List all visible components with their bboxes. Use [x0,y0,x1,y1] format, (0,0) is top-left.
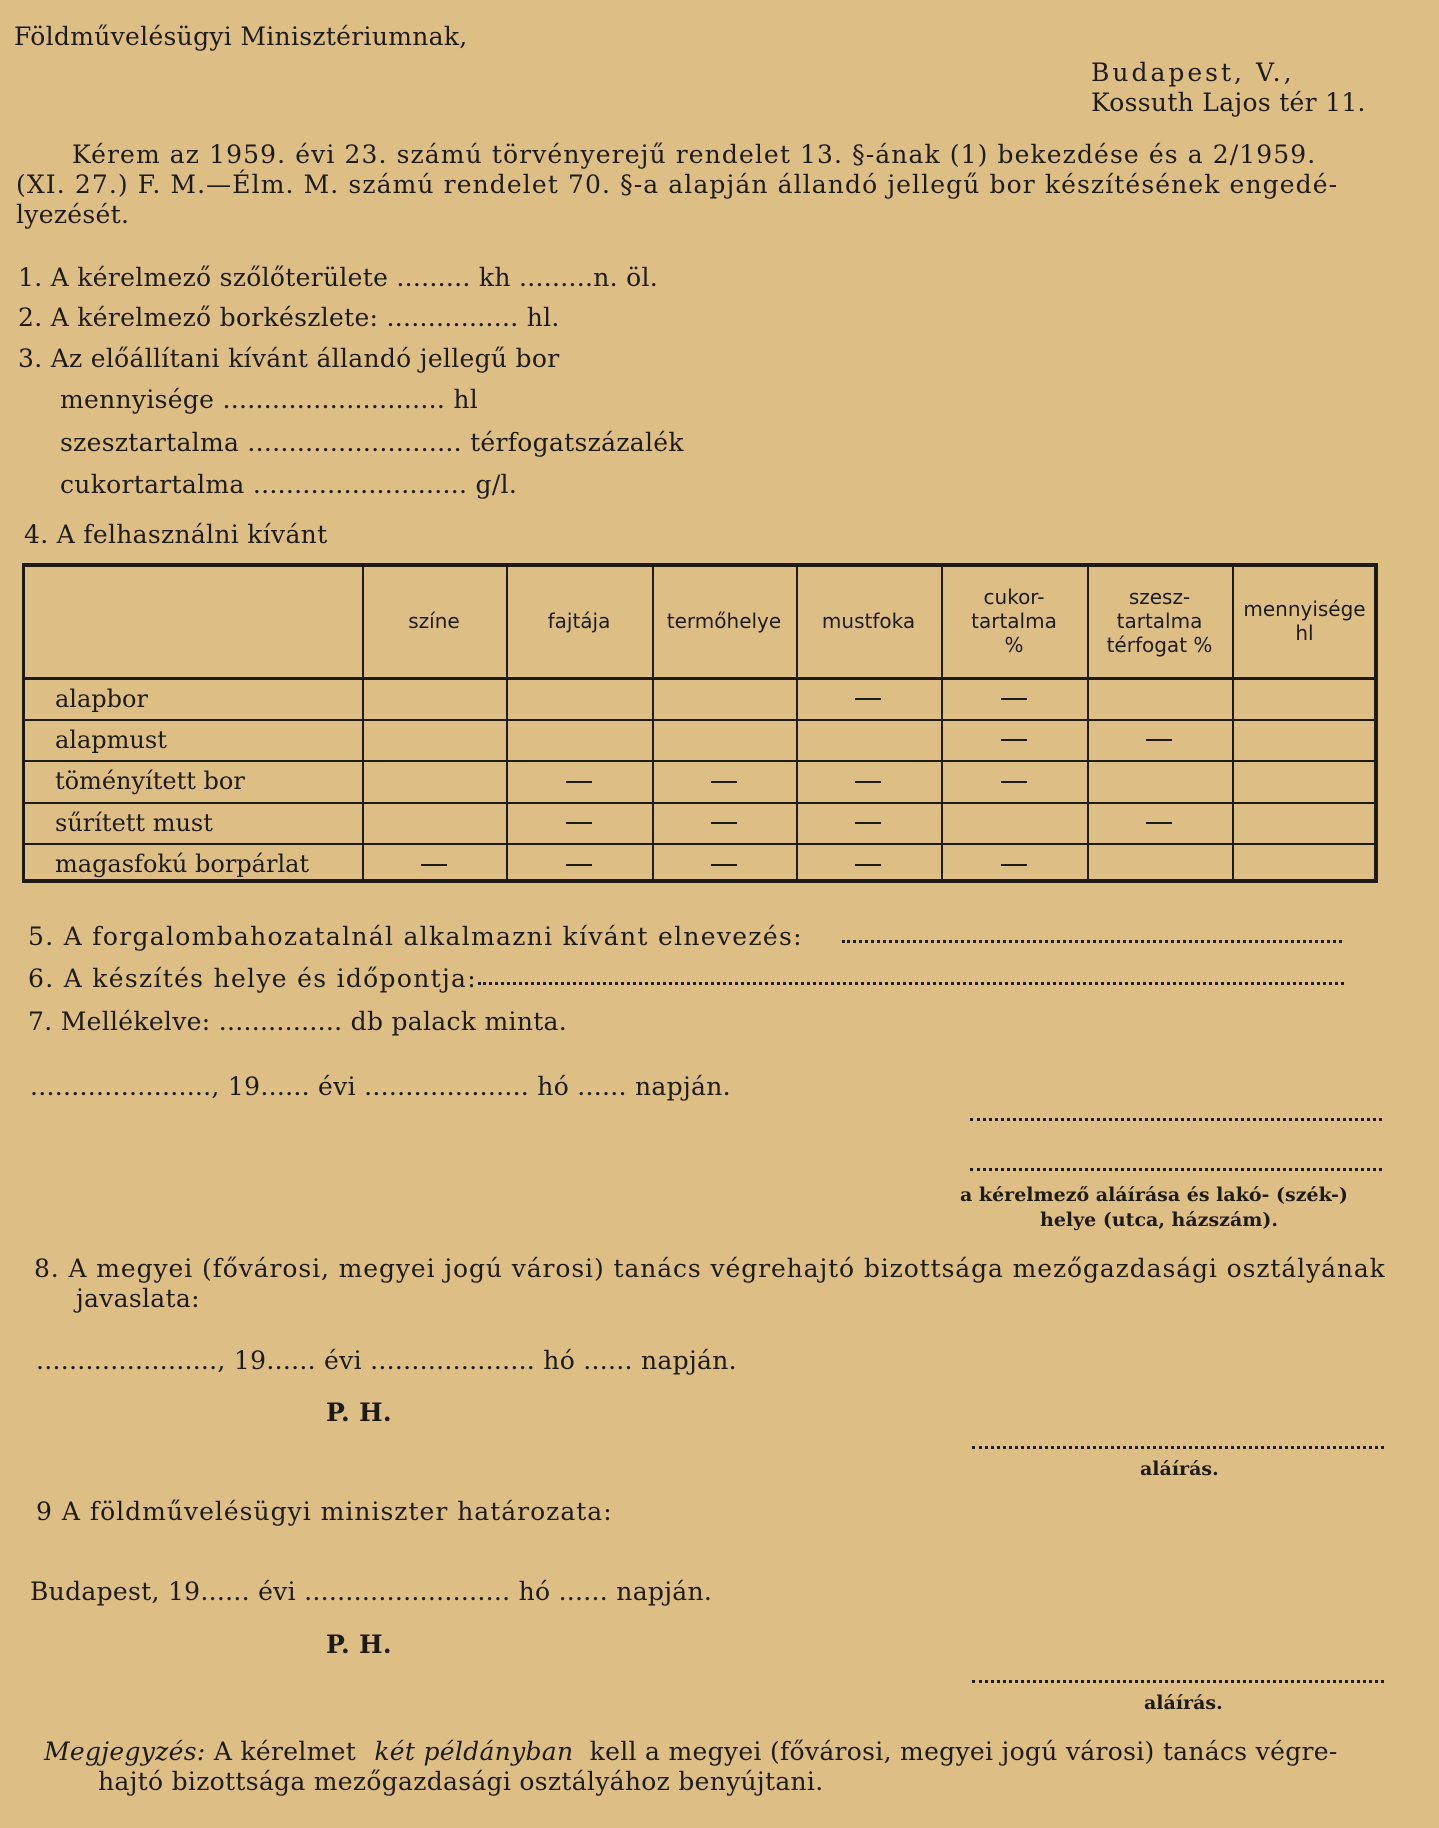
note-line2: hajtó bizottsága mezőgazdasági osztályához benyújtani. [98,1767,824,1796]
item-8: 8. A megyei (fővárosi, megyei jogú városi) tanács végrehajtó bizottsága mezőgazdasági osztályának [34,1254,1386,1283]
cell-dash [711,781,737,783]
item-8-stamp: P. H. [326,1398,392,1427]
row-label-alapbor: alapbor [55,685,148,713]
header-mennyisege: mennyisége hl [1243,597,1366,645]
intro-line3: lyezését. [16,200,130,229]
item-3: 3. Az előállítani kívánt állandó jellegű bor [18,344,560,373]
address-line [970,1168,1382,1171]
item-8-line2: javaslata: [76,1284,200,1313]
header-szesztartalma: szesz- tartalma térfogat % [1106,585,1213,657]
item-7: 7. Mellékelve: ............... db palack minta. [28,1007,568,1036]
row-label-alapmust: alapmust [55,726,167,754]
note-text-1: A kérelmet [213,1737,357,1766]
item-3-alcohol: szesztartalma .......................... térfogatszázalék [60,428,684,457]
cell-dash [855,864,881,866]
cell-dash [1001,698,1027,700]
intro-line1: Kérem az 1959. évi 23. számú törvényerejű rendelet 13. §-ának (1) bekezdése és a 2/1959. [72,140,1317,169]
item-5: 5. A forgalombahozatalnál alkalmazni kívánt elnevezés: [28,922,803,951]
cell-dash [566,822,592,824]
cell-dash [1001,864,1027,866]
item-8-date-line: ......................, 19...... évi .................... hó ...... napján. [36,1346,737,1375]
header-cukortartalma: cukor- tartalma % [971,585,1057,657]
applicant-signature-caption-1: a kérelmező aláírása és lakó- (szék-) [960,1184,1348,1206]
item-5-blank [842,940,1342,943]
note-label: Megjegyzés: [44,1737,206,1766]
note-emphasis: két példányban [374,1737,574,1766]
item-9: 9 A földművelésügyi miniszter határozata: [36,1497,613,1526]
cell-dash [711,822,737,824]
applicant-signature-caption-2: helye (utca, házszám). [1040,1209,1278,1231]
row-label-suritett-must: sűrített must [55,809,213,837]
cell-dash [855,822,881,824]
item-6-blank [478,982,1344,985]
wine-table [22,563,1378,883]
cell-dash [566,864,592,866]
header-termohelye: termőhelye [666,609,782,633]
address-line1: Budapest, V., [1091,58,1295,87]
item-2: 2. A kérelmező borkészlete: ................ hl. [18,303,560,332]
row-label-magasfoku-borparlat: magasfokú borpárlat [55,850,310,878]
cell-dash [566,781,592,783]
address-line2: Kossuth Lajos tér 11. [1091,88,1366,117]
cell-dash [855,698,881,700]
note-text-3: kell a megyei (fővárosi, megyei jogú városi) tanács végre- [589,1737,1338,1766]
cell-dash [711,864,737,866]
item-9-signature-caption: aláírás. [1144,1692,1223,1714]
cell-dash [855,781,881,783]
item-8-signature-caption: aláírás. [1140,1458,1219,1480]
item-6: 6. A készítés helye és időpontja: [28,964,477,993]
header-szine: színe [408,609,460,633]
note-line1 [44,1737,1338,1766]
item-4: 4. A felhasználni kívánt [24,520,328,549]
item-3-sugar: cukortartalma .......................... g/l. [60,470,518,499]
item-8-signature-line [972,1446,1384,1449]
cell-dash [1001,781,1027,783]
cell-dash [1001,739,1027,741]
signature-line [970,1118,1382,1121]
item-9-stamp: P. H. [326,1630,392,1659]
row-label-tomenyitett-bor: töményített bor [55,767,245,795]
item-9-date-line: Budapest, 19...... évi ......................... hó ...... napján. [30,1577,713,1606]
item-9-signature-line [972,1680,1384,1683]
item-3-quantity: mennyisége ........................... hl [60,385,479,414]
cell-dash [1146,739,1172,741]
item-1: 1. A kérelmező szőlőterülete ......... kh .........n. öl. [18,263,658,292]
header-fajtaja: fajtája [547,609,611,633]
intro-line2: (XI. 27.) F. M.—Élm. M. számú rendelet 70. §-a alapján állandó jellegű bor készítésének engedé- [16,170,1339,199]
header-mustfoka: mustfoka [821,609,916,633]
applicant-date-line: ......................, 19...... évi .................... hó ...... napján. [30,1072,731,1101]
cell-dash [1146,822,1172,824]
cell-dash [421,864,447,866]
addressee: Földművelésügyi Minisztériumnak, [14,22,468,51]
